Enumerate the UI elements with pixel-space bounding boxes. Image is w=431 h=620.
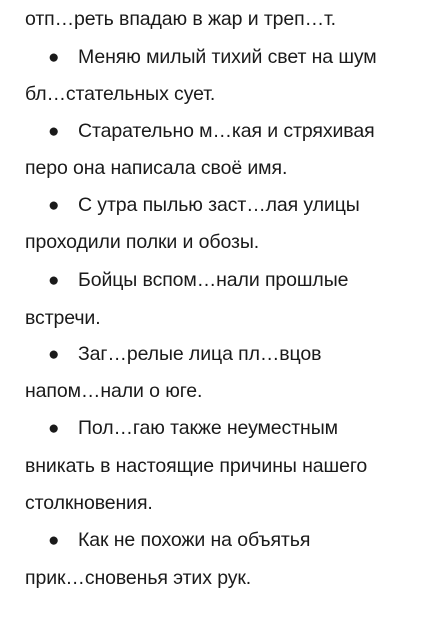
list-item [48,268,348,293]
bullet-icon: ● [48,270,60,291]
text-line [25,7,336,31]
line-text: Бойцы вспом…нали прошлые [78,269,349,291]
text-line [25,306,101,330]
line-text: проходили полки и обозы. [25,231,260,253]
list-item [48,342,321,367]
bullet-icon: ● [48,344,60,365]
line-text: отп…реть впадаю в жар и треп…т. [25,8,336,30]
line-text: Старательно м…кая и стряхивая [78,120,375,142]
bullet-icon: ● [48,418,60,439]
line-text: Меняю милый тихий свет на шум [78,46,377,68]
line-text: Пол…гаю также неуместным [78,417,338,439]
bullet-icon: ● [48,47,60,68]
text-line [25,156,287,180]
line-text: Как не похожи на объятья [78,529,311,551]
line-text: столкновения. [25,492,153,514]
list-item [48,119,375,144]
text-line [25,230,259,254]
line-text: прик…сновенья этих рук. [25,567,252,589]
text-line [25,454,367,478]
line-text: С утра пылью заст…лая улицы [78,194,360,216]
list-item [48,193,360,218]
text-line [25,82,215,106]
list-item [48,528,310,553]
text-line [25,566,251,590]
bullet-icon: ● [48,121,60,142]
text-line [25,379,202,403]
line-text: Заг…релые лица пл…вцов [78,343,322,365]
list-item [48,416,338,441]
line-text: напом…нали о юге. [25,380,203,402]
line-text: встречи. [25,307,101,329]
list-item [48,45,377,70]
text-line [25,491,153,515]
line-text: бл…стательных сует. [25,83,216,105]
line-text: вникать в настоящие причины нашего [25,455,368,477]
bullet-icon: ● [48,530,60,551]
bullet-icon: ● [48,195,60,216]
line-text: перо она написала своё имя. [25,157,288,179]
